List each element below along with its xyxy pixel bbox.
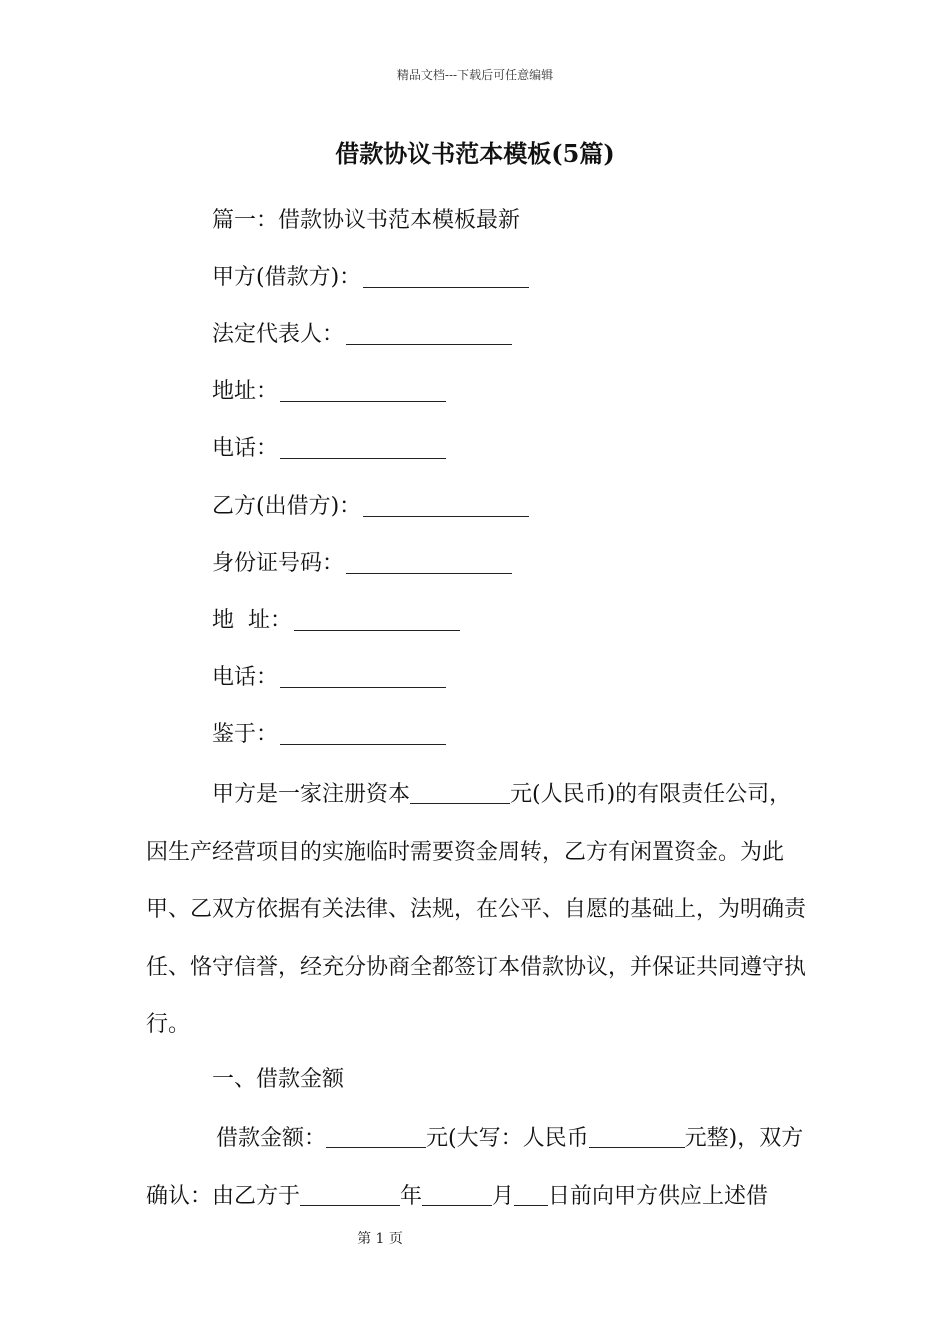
field-phone-b — [212, 664, 446, 692]
field-label: 地 址： — [212, 608, 292, 633]
paragraph-text: 日前向甲方供应上述借 — [548, 1183, 769, 1209]
field-label: 地址： — [212, 379, 279, 404]
paragraph-text: 元整)，双方确认：由乙方于 — [146, 1126, 804, 1209]
field-label: 鉴于： — [212, 722, 279, 747]
field-address-a — [212, 378, 446, 406]
field-label: 法定代表人： — [212, 322, 345, 347]
section-heading: 篇一：借款协议书范本模板最新 — [212, 208, 521, 233]
fill-blank[interactable] — [422, 1185, 492, 1206]
field-whereas — [212, 721, 446, 749]
recital-paragraph — [146, 766, 806, 1054]
field-label: 电话： — [212, 436, 279, 461]
field-id-number — [212, 550, 512, 578]
field-label: 身份证号码： — [212, 551, 345, 576]
paragraph-text: 月 — [492, 1183, 515, 1209]
field-address-b — [212, 607, 460, 635]
fill-blank[interactable] — [589, 1127, 685, 1148]
fill-blank[interactable] — [410, 783, 510, 804]
fill-blank[interactable] — [363, 494, 529, 517]
page-header: 精品文档---下载后可任意编辑 — [396, 68, 554, 82]
fill-blank[interactable] — [300, 1185, 400, 1206]
fill-blank[interactable] — [363, 265, 529, 288]
paragraph-text: 元(大写：人民币 — [426, 1126, 589, 1151]
fill-blank[interactable] — [346, 551, 512, 574]
field-legal-representative — [212, 321, 512, 349]
page-footer: 第 1 页 — [357, 1231, 403, 1247]
field-phone-a — [212, 435, 446, 463]
paragraph-text: 元(人民币)的有限责任公司，因生产经营项目的实施临时需要资金周转，乙方有闲置资金。为此甲、乙双方依据有关法律、法规，在公平、自愿的基础上，为明确责任、恪守信誉，经充分协商全都签订本借款协议，并保证共同遵守执行。 — [146, 782, 807, 1037]
fill-blank[interactable] — [294, 608, 460, 631]
fill-blank[interactable] — [280, 436, 446, 459]
field-label: 甲方(借款方)： — [212, 265, 362, 290]
fill-blank[interactable] — [280, 722, 446, 745]
fill-blank[interactable] — [514, 1185, 548, 1206]
paragraph-text: 年 — [400, 1183, 423, 1209]
field-lender — [212, 493, 529, 521]
fill-blank[interactable] — [326, 1127, 426, 1148]
fill-blank[interactable] — [280, 665, 446, 688]
field-label: 乙方(出借方)： — [212, 494, 362, 519]
field-borrower — [212, 264, 529, 292]
fill-blank[interactable] — [346, 322, 512, 345]
paragraph-text: 借款金额： — [216, 1126, 327, 1151]
clause-paragraph — [146, 1110, 806, 1225]
document-title: 借款协议书范本模板(5篇) — [335, 139, 615, 168]
fill-blank[interactable] — [280, 379, 446, 402]
field-label: 电话： — [212, 665, 279, 690]
paragraph-text: 甲方是一家注册资本 — [212, 782, 411, 807]
clause-heading: 一、借款金额 — [212, 1067, 345, 1092]
